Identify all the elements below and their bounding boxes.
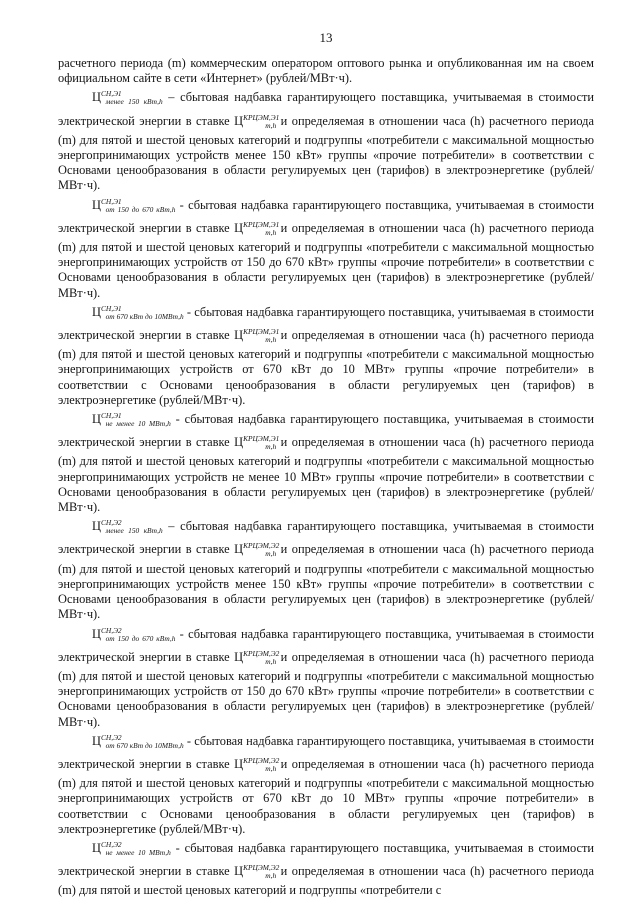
definition-symbol: $Ц^{СН,Э1}_{не менее 10 МВт,h}$ xyxy=(92,411,171,429)
definition-paragraph: $Ц^{СН,Э2}_{от 150 до 670 кВт,h}$ - сбытовая надбавка гарантирующего поставщика, учитываемая в стоимости электрической энергии в ставке $Ц^{КРЦЭМ,Э2}_{m,h}$ и определяемая в отношении часа (h) расчетного периода (m) для пятой и шестой ценовых категорий и подгруппы «потребители с максимальной мощностью энергопринимающих устройств от 150 до 670 кВт» группы «прочие потребители» в соответствии с Основами ценообразования в области регулируемых цен (тарифов) в электроэнергетике (рублей/МВт·ч). xyxy=(58,625,595,729)
definition-symbol: $Ц^{СН,Э1}_{от 670 кВт до 10МВт,h}$ xyxy=(92,303,184,321)
tariff-symbol: $Ц^{КРЦЭМ,Э2}_{m,h}$ xyxy=(234,541,280,559)
tariff-symbol: $Ц^{КРЦЭМ,Э1}_{m,h}$ xyxy=(234,219,280,237)
definition-paragraph: $Ц^{СН,Э1}_{не менее 10 МВт,h}$ - сбытовая надбавка гарантирующего поставщика, учитываемая в стоимости электрической энергии в ставке $Ц^{КРЦЭМ,Э1}_{m,h}$ и определяемая в отношении часа (h) расчетного периода (m) для пятой и шестой ценовых категорий и подгруппы «потребители с максимальной мощностью энергопринимающих устройств не менее 10 МВт» группы «прочие потребители» в соответствии с Основами ценообразования в области регулируемых цен (тарифов) в электроэнергетике (рублей/МВт·ч). xyxy=(58,411,594,515)
intro-paragraph: расчетного периода (m) коммерческим оператором оптового рынка и опубликованная им на своем официальном сайте в сети «Интернет» (рублей/МВт·ч). xyxy=(58,56,594,86)
tariff-symbol: $Ц^{КРЦЭМ,Э1}_{m,h}$ xyxy=(234,112,280,130)
tariff-symbol: $Ц^{КРЦЭМ,Э2}_{m,h}$ xyxy=(234,863,280,881)
definition-symbol: $Ц^{СН,Э2}_{от 150 до 670 кВт,h}$ xyxy=(92,625,176,643)
definition-symbol: $Ц^{СН,Э2}_{от 670 кВт до 10МВт,h}$ xyxy=(92,732,184,750)
definitions-list xyxy=(58,86,594,898)
tariff-symbol: $Ц^{КРЦЭМ,Э1}_{m,h}$ xyxy=(234,327,280,345)
definition-symbol: $Ц^{СН,Э2}_{менее 150 кВт,h}$ xyxy=(92,518,163,536)
definition-symbol: $Ц^{СН,Э2}_{не менее 10 МВт,h}$ xyxy=(92,839,171,857)
definition-paragraph: $Ц^{СН,Э2}_{от 670 кВт до 10МВт,h}$ - сбытовая надбавка гарантирующего поставщика, учитываемая в стоимости электрической энергии в ставке $Ц^{КРЦЭМ,Э2}_{m,h}$ и определяемая в отношении часа (h) расчетного периода (m) для пятой и шестой ценовых категорий и подгруппы «потребители с максимальной мощностью энергопринимающих устройств от 670 кВт до 10 МВт» группы «прочие потребители» в соответствии с Основами ценообразования в области регулируемых цен (тарифов) в электроэнергетике (рублей/МВт·ч). xyxy=(58,732,595,836)
tariff-symbol: $Ц^{КРЦЭМ,Э2}_{m,h}$ xyxy=(234,648,280,666)
definition-paragraph: $Ц^{СН,Э2}_{не менее 10 МВт,h}$ - сбытовая надбавка гарантирующего поставщика, учитываемая в стоимости электрической энергии в ставке $Ц^{КРЦЭМ,Э2}_{m,h}$ и определяемая в отношении часа (h) расчетного периода (m) для пятой и шестой ценовых категорий и подгруппы «потребители с xyxy=(58,839,594,898)
definition-paragraph: $Ц^{СН,Э1}_{менее 150 кВт,h}$ – сбытовая надбавка гарантирующего поставщика, учитываемая в стоимости электрической энергии в ставке $Ц^{КРЦЭМ,Э1}_{m,h}$ и определяемая в отношении часа (h) расчетного периода (m) для пятой и шестой ценовых категорий и подгруппы «потребители с максимальной мощностью энергопринимающих устройств менее 150 кВт» группы «прочие потребители» в соответствии с Основами ценообразования в области регулируемых цен (тарифов) в электроэнергетике (рублей/МВт·ч). xyxy=(58,89,594,193)
definition-paragraph: $Ц^{СН,Э2}_{менее 150 кВт,h}$ – сбытовая надбавка гарантирующего поставщика, учитываемая в стоимости электрической энергии в ставке $Ц^{КРЦЭМ,Э2}_{m,h}$ и определяемая в отношении часа (h) расчетного периода (m) для пятой и шестой ценовых категорий и подгруппы «потребители с максимальной мощностью энергопринимающих устройств менее 150 кВт» группы «прочие потребители» в соответствии с Основами ценообразования в области регулируемых цен (тарифов) в электроэнергетике (рублей/МВт·ч). xyxy=(58,518,594,622)
tariff-symbol: $Ц^{КРЦЭМ,Э2}_{m,h}$ xyxy=(234,755,280,773)
tariff-symbol: $Ц^{КРЦЭМ,Э1}_{m,h}$ xyxy=(234,434,280,452)
definition-symbol: $Ц^{СН,Э1}_{от 150 до 670 кВт,h}$ xyxy=(92,196,176,214)
definition-symbol: $Ц^{СН,Э1}_{менее 150 кВт,h}$ xyxy=(92,89,163,107)
page-number: 13 xyxy=(319,30,333,45)
definition-paragraph: $Ц^{СН,Э1}_{от 670 кВт до 10МВт,h}$ - сбытовая надбавка гарантирующего поставщика, учитываемая в стоимости электрической энергии в ставке $Ц^{КРЦЭМ,Э1}_{m,h}$ и определяемая в отношении часа (h) расчетного периода (m) для пятой и шестой ценовых категорий и подгруппы «потребители с максимальной мощностью энергопринимающих устройств от 670 кВт до 10 МВт» группы «прочие потребители» в соответствии с Основами ценообразования в области регулируемых цен (тарифов) в электроэнергетике (рублей/МВт·ч). xyxy=(58,303,595,407)
definition-paragraph: $Ц^{СН,Э1}_{от 150 до 670 кВт,h}$ - сбытовая надбавка гарантирующего поставщика, учитываемая в стоимости электрической энергии в ставке $Ц^{КРЦЭМ,Э1}_{m,h}$ и определяемая в отношении часа (h) расчетного периода (m) для пятой и шестой ценовых категорий и подгруппы «потребители с максимальной мощностью энергопринимающих устройств от 150 до 670 кВт» группы «прочие потребители» в соответствии с Основами ценообразования в области регулируемых цен (тарифов) в электроэнергетике (рублей/МВт·ч). xyxy=(58,196,595,300)
